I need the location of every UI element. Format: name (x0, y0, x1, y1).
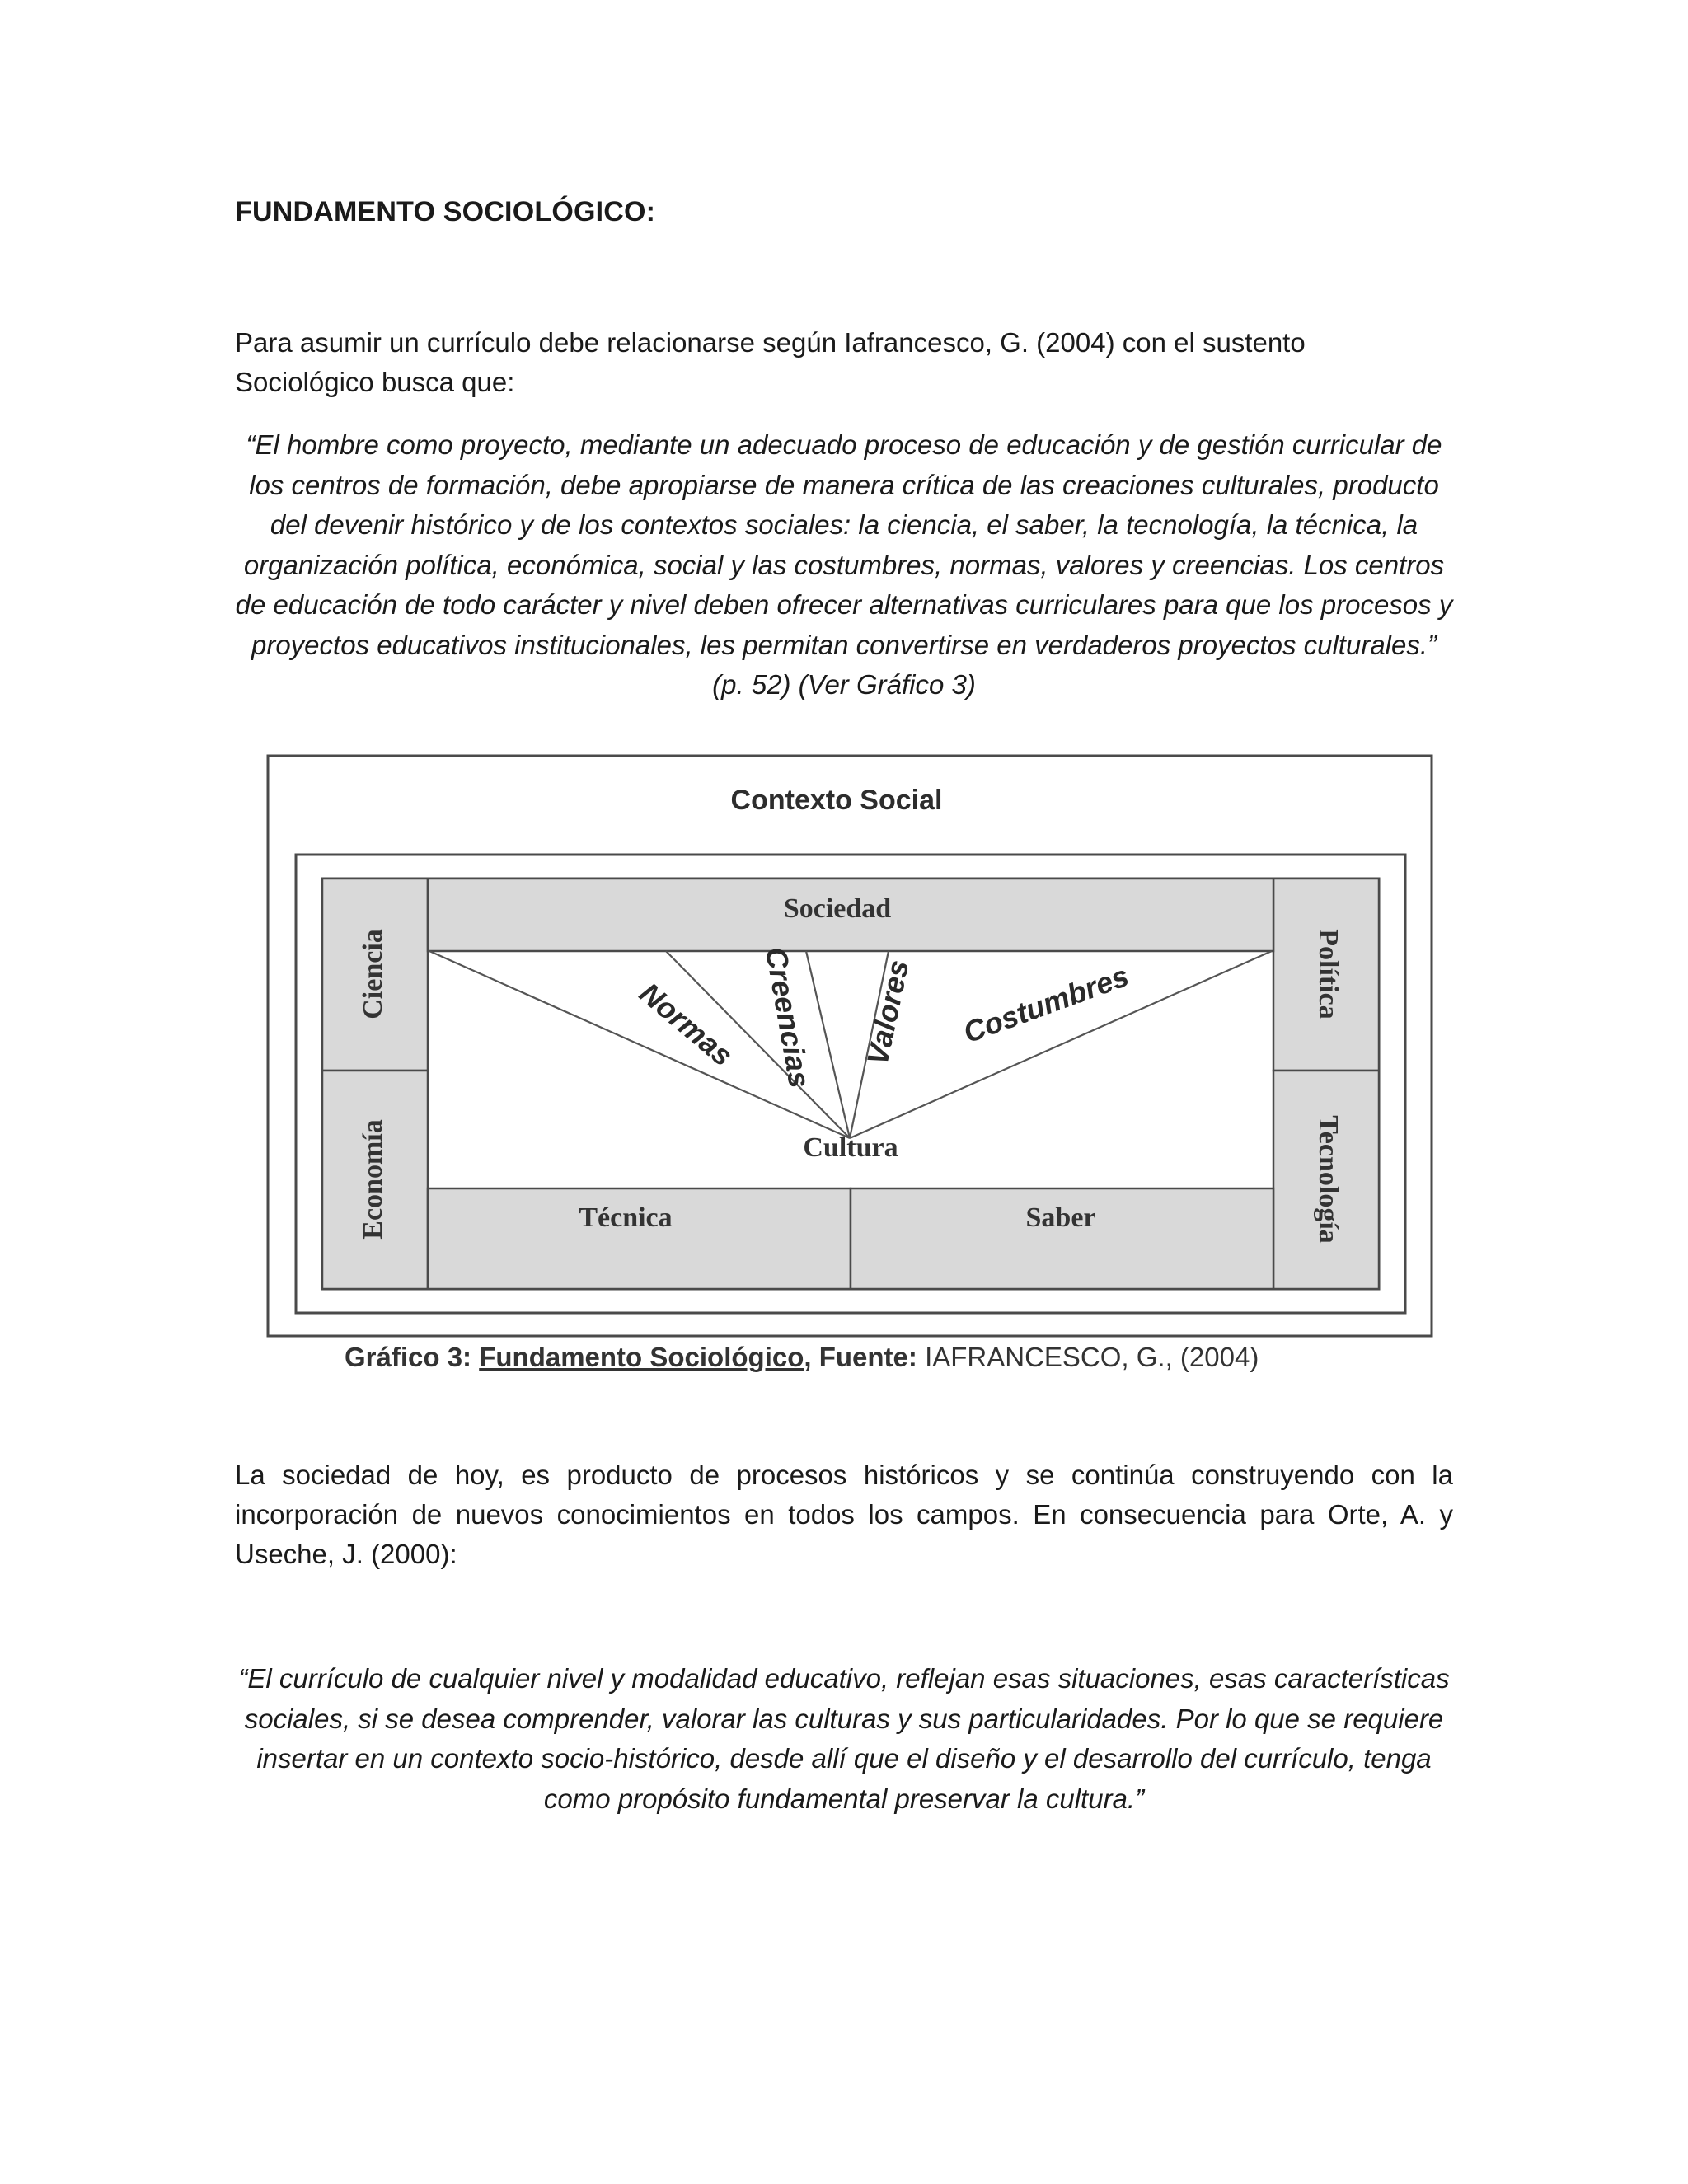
figure-caption (345, 1342, 1259, 1373)
tecnologia-label: Tecnología (1313, 1115, 1344, 1244)
caption-label: Gráfico 3: (345, 1342, 472, 1372)
ciencia-label: Ciencia (357, 929, 388, 1019)
tecnica-label: Técnica (579, 1202, 673, 1233)
cultura-label: Cultura (803, 1132, 898, 1163)
creencias-label: Creencias (758, 944, 818, 1090)
diagram (266, 754, 1433, 1339)
contexto-social-label: Contexto Social (730, 785, 943, 816)
caption-source: IAFRANCESCO, G., (2004) (925, 1342, 1259, 1372)
section-heading: FUNDAMENTO SOCIOLÓGICO: (235, 196, 656, 227)
body-paragraph: La sociedad de hoy, es producto de procesos históricos y se continúa construyendo con la incorporación de nuevos conocimientos en todos los campos. En consecuencia para Orte, A. y Useche, J. (2000): (235, 1460, 1453, 1569)
intro-paragraph: Para asumir un currículo debe relacionarse según Iafrancesco, G. (2004) con el sustento Sociológico busca que: (235, 327, 1306, 397)
costumbres-label: Costumbres (959, 958, 1133, 1050)
valores-label: Valores (860, 957, 916, 1068)
caption-source-label: , Fuente: (804, 1342, 917, 1372)
caption-title: Fundamento Sociológico (479, 1342, 804, 1372)
quote-orte-useche: “El currículo de cualquier nivel y modalidad educativo, reflejan esas situaciones, esas características sociales, si se desea comprender, valorar las culturas y sus particularidades. Por lo que se requiere insertar en un contexto socio-histórico, desde allí que el diseño y el desarrollo del currículo, tenga como propósito fundamental preservar la cultura.” (238, 1663, 1450, 1814)
normas-label: Normas (633, 975, 740, 1073)
sociedad-label: Sociedad (783, 893, 892, 924)
figure-fundamento-sociologico (266, 754, 1433, 1380)
quote-iafrancesco: “El hombre como proyecto, mediante un adecuado proceso de educación y de gestión curricular de los centros de formación, debe apropiarse de manera crítica de las creaciones culturales, producto del devenir histórico y de los contextos sociales: la ciencia, el saber, la tecnología, la técnica, la organización política, económica, social y las costumbres, normas, valores y creencias. Los centros de educación de todo carácter y nivel deben ofrecer alternativas curriculares para que los procesos y proyectos educativos institucionales, les permitan convertirse en verdaderos proyectos culturales.” (p. 52) (Ver Gráfico 3) (235, 429, 1453, 700)
economia-label: Economía (357, 1119, 388, 1240)
saber-label: Saber (1025, 1202, 1096, 1233)
politica-label: Política (1313, 929, 1344, 1019)
